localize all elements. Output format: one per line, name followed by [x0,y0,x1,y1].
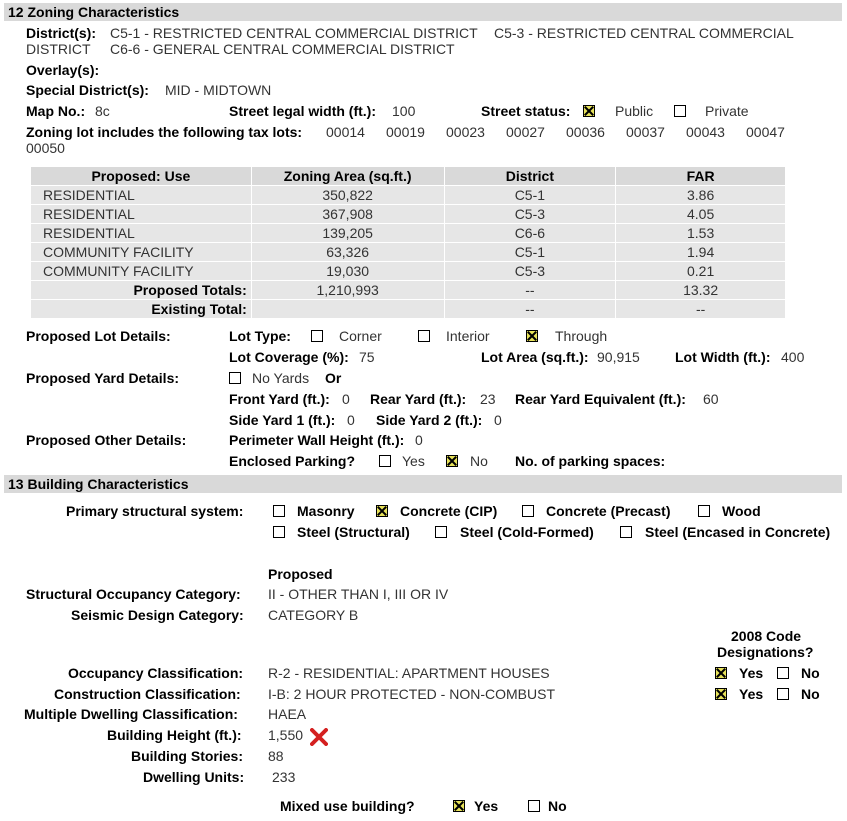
proposed-totals-area: 1,210,993 [251,281,444,300]
cell-far: 1.94 [616,243,786,262]
table-row [31,262,786,281]
building-stories-label: Building Stories: [131,748,243,764]
through-label: Through [555,328,608,344]
cell-use: COMMUNITY FACILITY [31,243,252,262]
steel-structural-label: Steel (Structural) [297,524,410,540]
special-district-value: MID - MIDTOWN [165,82,272,98]
steel-structural-checkbox[interactable] [273,526,285,538]
occupancy-category-value: II - OTHER THAN I, III OR IV [268,586,449,602]
error-x-icon [310,728,328,746]
other-details-label: Proposed Other Details: [26,432,187,448]
interior-checkbox[interactable] [418,330,430,342]
multiple-dwelling-value: HAEA [268,706,307,722]
code-header-line2: Designations? [717,644,814,660]
multiple-dwelling-label: Multiple Dwelling Classification: [24,706,238,722]
lot-type-label: Lot Type: [229,328,291,344]
cell-far: 0.21 [616,262,786,281]
tax-lot: 00014 [326,124,365,140]
existing-total-row [31,300,786,319]
existing-total-area [251,300,444,319]
occupancy-class-value: R-2 - RESIDENTIAL: APARTMENT HOUSES [268,665,550,681]
cell-use: COMMUNITY FACILITY [31,262,252,281]
cell-area: 63,326 [251,243,444,262]
lot-width-value: 400 [781,349,805,365]
col-header-use: Proposed: Use [31,167,252,186]
lot-coverage-value: 75 [359,349,375,365]
mixed-use-label: Mixed use building? [280,798,415,814]
proposed-totals-row [31,281,786,300]
proposed-totals-far: 13.32 [616,281,786,300]
cell-far: 3.86 [616,186,786,205]
construction-class-value: I-B: 2 HOUR PROTECTED - NON-COMBUST [268,686,556,702]
col-header-far: FAR [616,167,786,186]
concrete-precast-checkbox[interactable] [522,505,534,517]
occupancy-no-checkbox[interactable] [777,667,789,679]
lot-details-label: Proposed Lot Details: [26,328,171,344]
street-width-value: 100 [392,103,416,119]
corner-label: Corner [339,328,382,344]
steel-cold-formed-label: Steel (Cold-Formed) [460,524,594,540]
tax-lot: 00047 [746,124,785,140]
no-yards-label: No Yards [252,370,310,386]
code-header-line1: 2008 Code [731,628,802,644]
section-header-zoning: 12 Zoning Characteristics [4,3,842,21]
district-c5-3-cont: DISTRICT [26,41,91,57]
construction-yes-checkbox[interactable] [715,688,727,700]
parking-no-label: No [470,453,488,469]
mixed-use-yes-label: Yes [474,798,499,814]
mixed-use-no-checkbox[interactable] [528,800,540,812]
cell-area: 139,205 [251,224,444,243]
proposed-header: Proposed [268,566,333,582]
or-label: Or [325,370,342,386]
street-width-label: Street legal width (ft.): [229,103,376,119]
front-yard-label: Front Yard (ft.): [229,391,330,407]
rear-yard-eq-label: Rear Yard Equivalent (ft.): [515,391,686,407]
parking-yes-label: Yes [402,453,425,469]
building-height-label: Building Height (ft.): [107,727,242,743]
side-yard-2-value: 0 [494,412,502,428]
occupancy-class-label: Occupancy Classification: [68,665,244,681]
districts-label: District(s): [26,25,97,41]
tax-lot: 00043 [686,124,725,140]
construction-no-label: No [801,686,820,702]
through-checkbox[interactable] [526,330,538,342]
occupancy-no-label: No [801,665,820,681]
cell-use: RESIDENTIAL [31,224,252,243]
overlays-label: Overlay(s): [26,62,100,78]
existing-total-label: Existing Total: [31,300,252,319]
concrete-precast-label: Concrete (Precast) [546,503,671,519]
cell-district: C5-3 [444,262,616,281]
tax-lots-label: Zoning lot includes the following tax lots: [26,124,303,140]
lot-width-label: Lot Width (ft.): [675,349,771,365]
lot-area-value: 90,915 [597,349,640,365]
section-header-building: 13 Building Characteristics [4,475,842,493]
private-label: Private [705,103,749,119]
steel-encased-label: Steel (Encased in Concrete) [645,524,831,540]
side-yard-2-label: Side Yard 2 (ft.): [376,412,483,428]
cell-area: 19,030 [251,262,444,281]
concrete-cip-label: Concrete (CIP) [400,503,498,519]
street-status-label: Street status: [481,103,571,119]
table-row [31,186,786,205]
rear-yard-eq-value: 60 [703,391,719,407]
masonry-checkbox[interactable] [273,505,285,517]
cell-district: C6-6 [444,224,616,243]
map-label: Map No.: [26,103,86,119]
district-c5-1: C5-1 - RESTRICTED CENTRAL COMMERCIAL DISTRICT [110,25,478,41]
mixed-use-yes-checkbox[interactable] [453,800,465,812]
table-row [31,243,786,262]
construction-yes-label: Yes [739,686,764,702]
private-checkbox[interactable] [674,105,686,117]
proposed-use-table [30,166,786,319]
lot-area-label: Lot Area (sq.ft.): [481,349,589,365]
construction-class-label: Construction Classification: [54,686,241,702]
steel-cold-formed-checkbox[interactable] [435,526,447,538]
perimeter-wall-label: Perimeter Wall Height (ft.): [229,432,405,448]
cell-area: 367,908 [251,205,444,224]
wood-label: Wood [722,503,761,519]
building-height-value: 1,550 [268,727,304,743]
construction-no-checkbox[interactable] [777,688,789,700]
tax-lot: 00023 [446,124,485,140]
cell-district: C5-1 [444,186,616,205]
seismic-label: Seismic Design Category: [71,607,244,623]
cell-far: 4.05 [616,205,786,224]
parking-spaces-label: No. of parking spaces: [515,453,666,469]
table-row [31,224,786,243]
occupancy-category-label: Structural Occupancy Category: [26,586,241,602]
cell-use: RESIDENTIAL [31,205,252,224]
public-checkbox[interactable] [583,105,595,117]
existing-total-far: -- [616,300,786,319]
map-value: 8c [95,103,110,119]
cell-use: RESIDENTIAL [31,186,252,205]
parking-yes-checkbox[interactable] [379,455,391,467]
tax-lot: 00019 [386,124,425,140]
tax-lot: 00036 [566,124,605,140]
table-header-row [31,167,786,186]
mixed-use-no-label: No [548,798,567,814]
public-label: Public [615,103,654,119]
enclosed-parking-label: Enclosed Parking? [229,453,356,469]
lot-coverage-label: Lot Coverage (%): [229,349,349,365]
wood-checkbox[interactable] [698,505,710,517]
building-stories-value: 88 [268,748,284,764]
dwelling-units-label: Dwelling Units: [143,769,245,785]
existing-total-district: -- [444,300,616,319]
col-header-area: Zoning Area (sq.ft.) [251,167,444,186]
structural-system-label: Primary structural system: [66,503,244,519]
cell-district: C5-1 [444,243,616,262]
district-c6-6: C6-6 - GENERAL CENTRAL COMMERCIAL DISTRICT [110,41,455,57]
district-c5-3: C5-3 - RESTRICTED CENTRAL COMMERCIAL [494,25,794,41]
perimeter-wall-value: 0 [415,432,423,448]
yard-details-label: Proposed Yard Details: [26,370,180,386]
proposed-totals-district: -- [444,281,616,300]
occupancy-yes-checkbox[interactable] [715,667,727,679]
cell-far: 1.53 [616,224,786,243]
tax-lot: 00050 [26,140,65,156]
table-row [31,205,786,224]
rear-yard-label: Rear Yard (ft.): [370,391,467,407]
rear-yard-value: 23 [480,391,496,407]
cell-area: 350,822 [251,186,444,205]
tax-lot: 00037 [626,124,665,140]
concrete-cip-checkbox[interactable] [376,505,388,517]
seismic-value: CATEGORY B [268,607,359,623]
special-district-label: Special District(s): [26,82,149,98]
occupancy-yes-label: Yes [739,665,764,681]
no-yards-checkbox[interactable] [229,372,241,384]
steel-encased-checkbox[interactable] [620,526,632,538]
dwelling-units-value: 233 [272,769,296,785]
parking-no-checkbox[interactable] [446,455,458,467]
side-yard-1-value: 0 [347,412,355,428]
side-yard-1-label: Side Yard 1 (ft.): [229,412,336,428]
corner-checkbox[interactable] [311,330,323,342]
front-yard-value: 0 [342,391,350,407]
tax-lot: 00027 [506,124,545,140]
cell-district: C5-3 [444,205,616,224]
interior-label: Interior [446,328,490,344]
masonry-label: Masonry [297,503,355,519]
proposed-totals-label: Proposed Totals: [31,281,252,300]
col-header-district: District [444,167,616,186]
